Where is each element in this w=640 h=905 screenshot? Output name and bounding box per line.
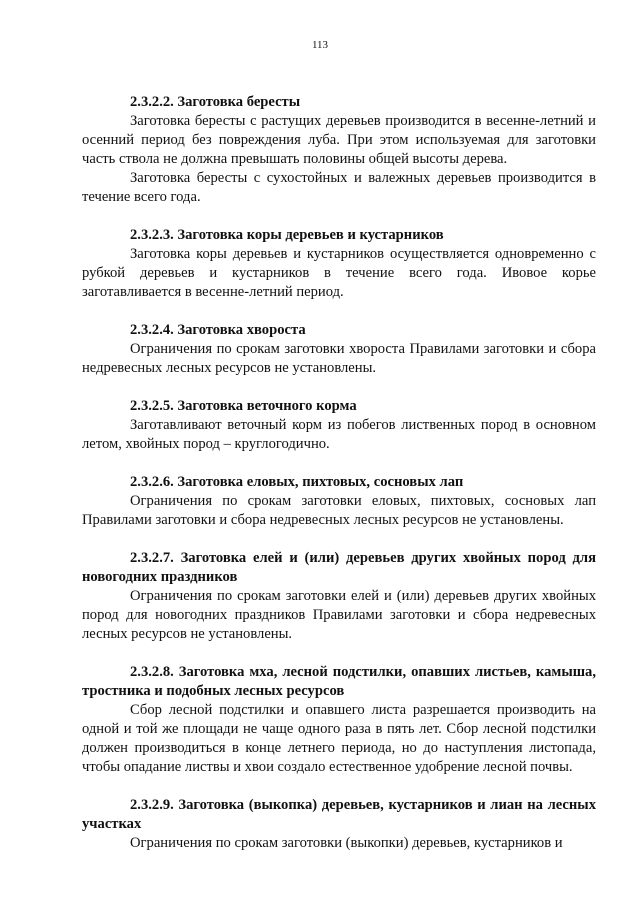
paragraph: Ограничения по срокам заготовки елей и (или) деревьев других хвойных пород для новогодних праздников Правилами заготовки и сбора недревесных лесных ресурсов не установлены. — [82, 588, 596, 642]
section-heading: 2.3.2.5. Заготовка веточного корма — [130, 398, 357, 414]
section-2-3-2-8 — [82, 663, 596, 777]
section-2-3-2-5 — [82, 397, 596, 454]
paragraph: Заготавливают веточный корм из побегов лиственных пород в основном летом, хвойных пород – круглогодично. — [82, 417, 596, 452]
paragraph: Ограничения по срокам заготовки (выкопки) деревьев, кустарников и — [130, 835, 563, 851]
section-2-3-2-4 — [82, 321, 596, 378]
section-2-3-2-3 — [82, 226, 596, 302]
section-2-3-2-7 — [82, 549, 596, 644]
paragraph: Заготовка бересты с сухостойных и валежных деревьев производится в течение всего года. — [82, 170, 596, 205]
section-heading: 2.3.2.3. Заготовка коры деревьев и кустарников — [130, 227, 444, 243]
document-body — [82, 93, 596, 872]
section-heading: 2.3.2.8. Заготовка мха, лесной подстилки, опавших листьев, камыша, тростника и подобных лесных ресурсов — [82, 664, 596, 699]
section-heading: 2.3.2.2. Заготовка бересты — [130, 94, 301, 110]
paragraph: Заготовка бересты с растущих деревьев производится в весенне-летний и осенний период без повреждения луба. При этом используемая для заготовки часть ствола не должна превышать половины общей высоты дерева. — [82, 113, 596, 167]
paragraph: Ограничения по срокам заготовки еловых, пихтовых, сосновых лап Правилами заготовки и сбора недревесных лесных ресурсов не установлены. — [82, 493, 596, 528]
section-2-3-2-2 — [82, 93, 596, 207]
paragraph: Ограничения по срокам заготовки хвороста Правилами заготовки и сбора недревесных лесных ресурсов не установлены. — [82, 341, 596, 376]
section-heading: 2.3.2.4. Заготовка хвороста — [130, 322, 306, 338]
section-heading: 2.3.2.6. Заготовка еловых, пихтовых, сосновых лап — [130, 474, 464, 490]
paragraph: Сбор лесной подстилки и опавшего листа разрешается производить на одной и той же площади не чаще одного раза в пять лет. Сбор лесной подстилки должен производиться в конце летнего периода, но до наступления листопада, чтобы опадание листвы и хвои создало естественное удобрение лесной почвы. — [82, 702, 596, 775]
section-2-3-2-6 — [82, 473, 596, 530]
section-heading: 2.3.2.7. Заготовка елей и (или) деревьев других хвойных пород для новогодних праздников — [82, 550, 596, 585]
page-number: 113 — [311, 39, 329, 51]
paragraph: Заготовка коры деревьев и кустарников осуществляется одновременно с рубкой деревьев и кустарников в течение всего года. Ивовое корье заготавливается в весенне-летний период. — [82, 246, 596, 300]
section-heading: 2.3.2.9. Заготовка (выкопка) деревьев, кустарников и лиан на лесных участках — [82, 797, 596, 832]
section-2-3-2-9 — [82, 796, 596, 853]
